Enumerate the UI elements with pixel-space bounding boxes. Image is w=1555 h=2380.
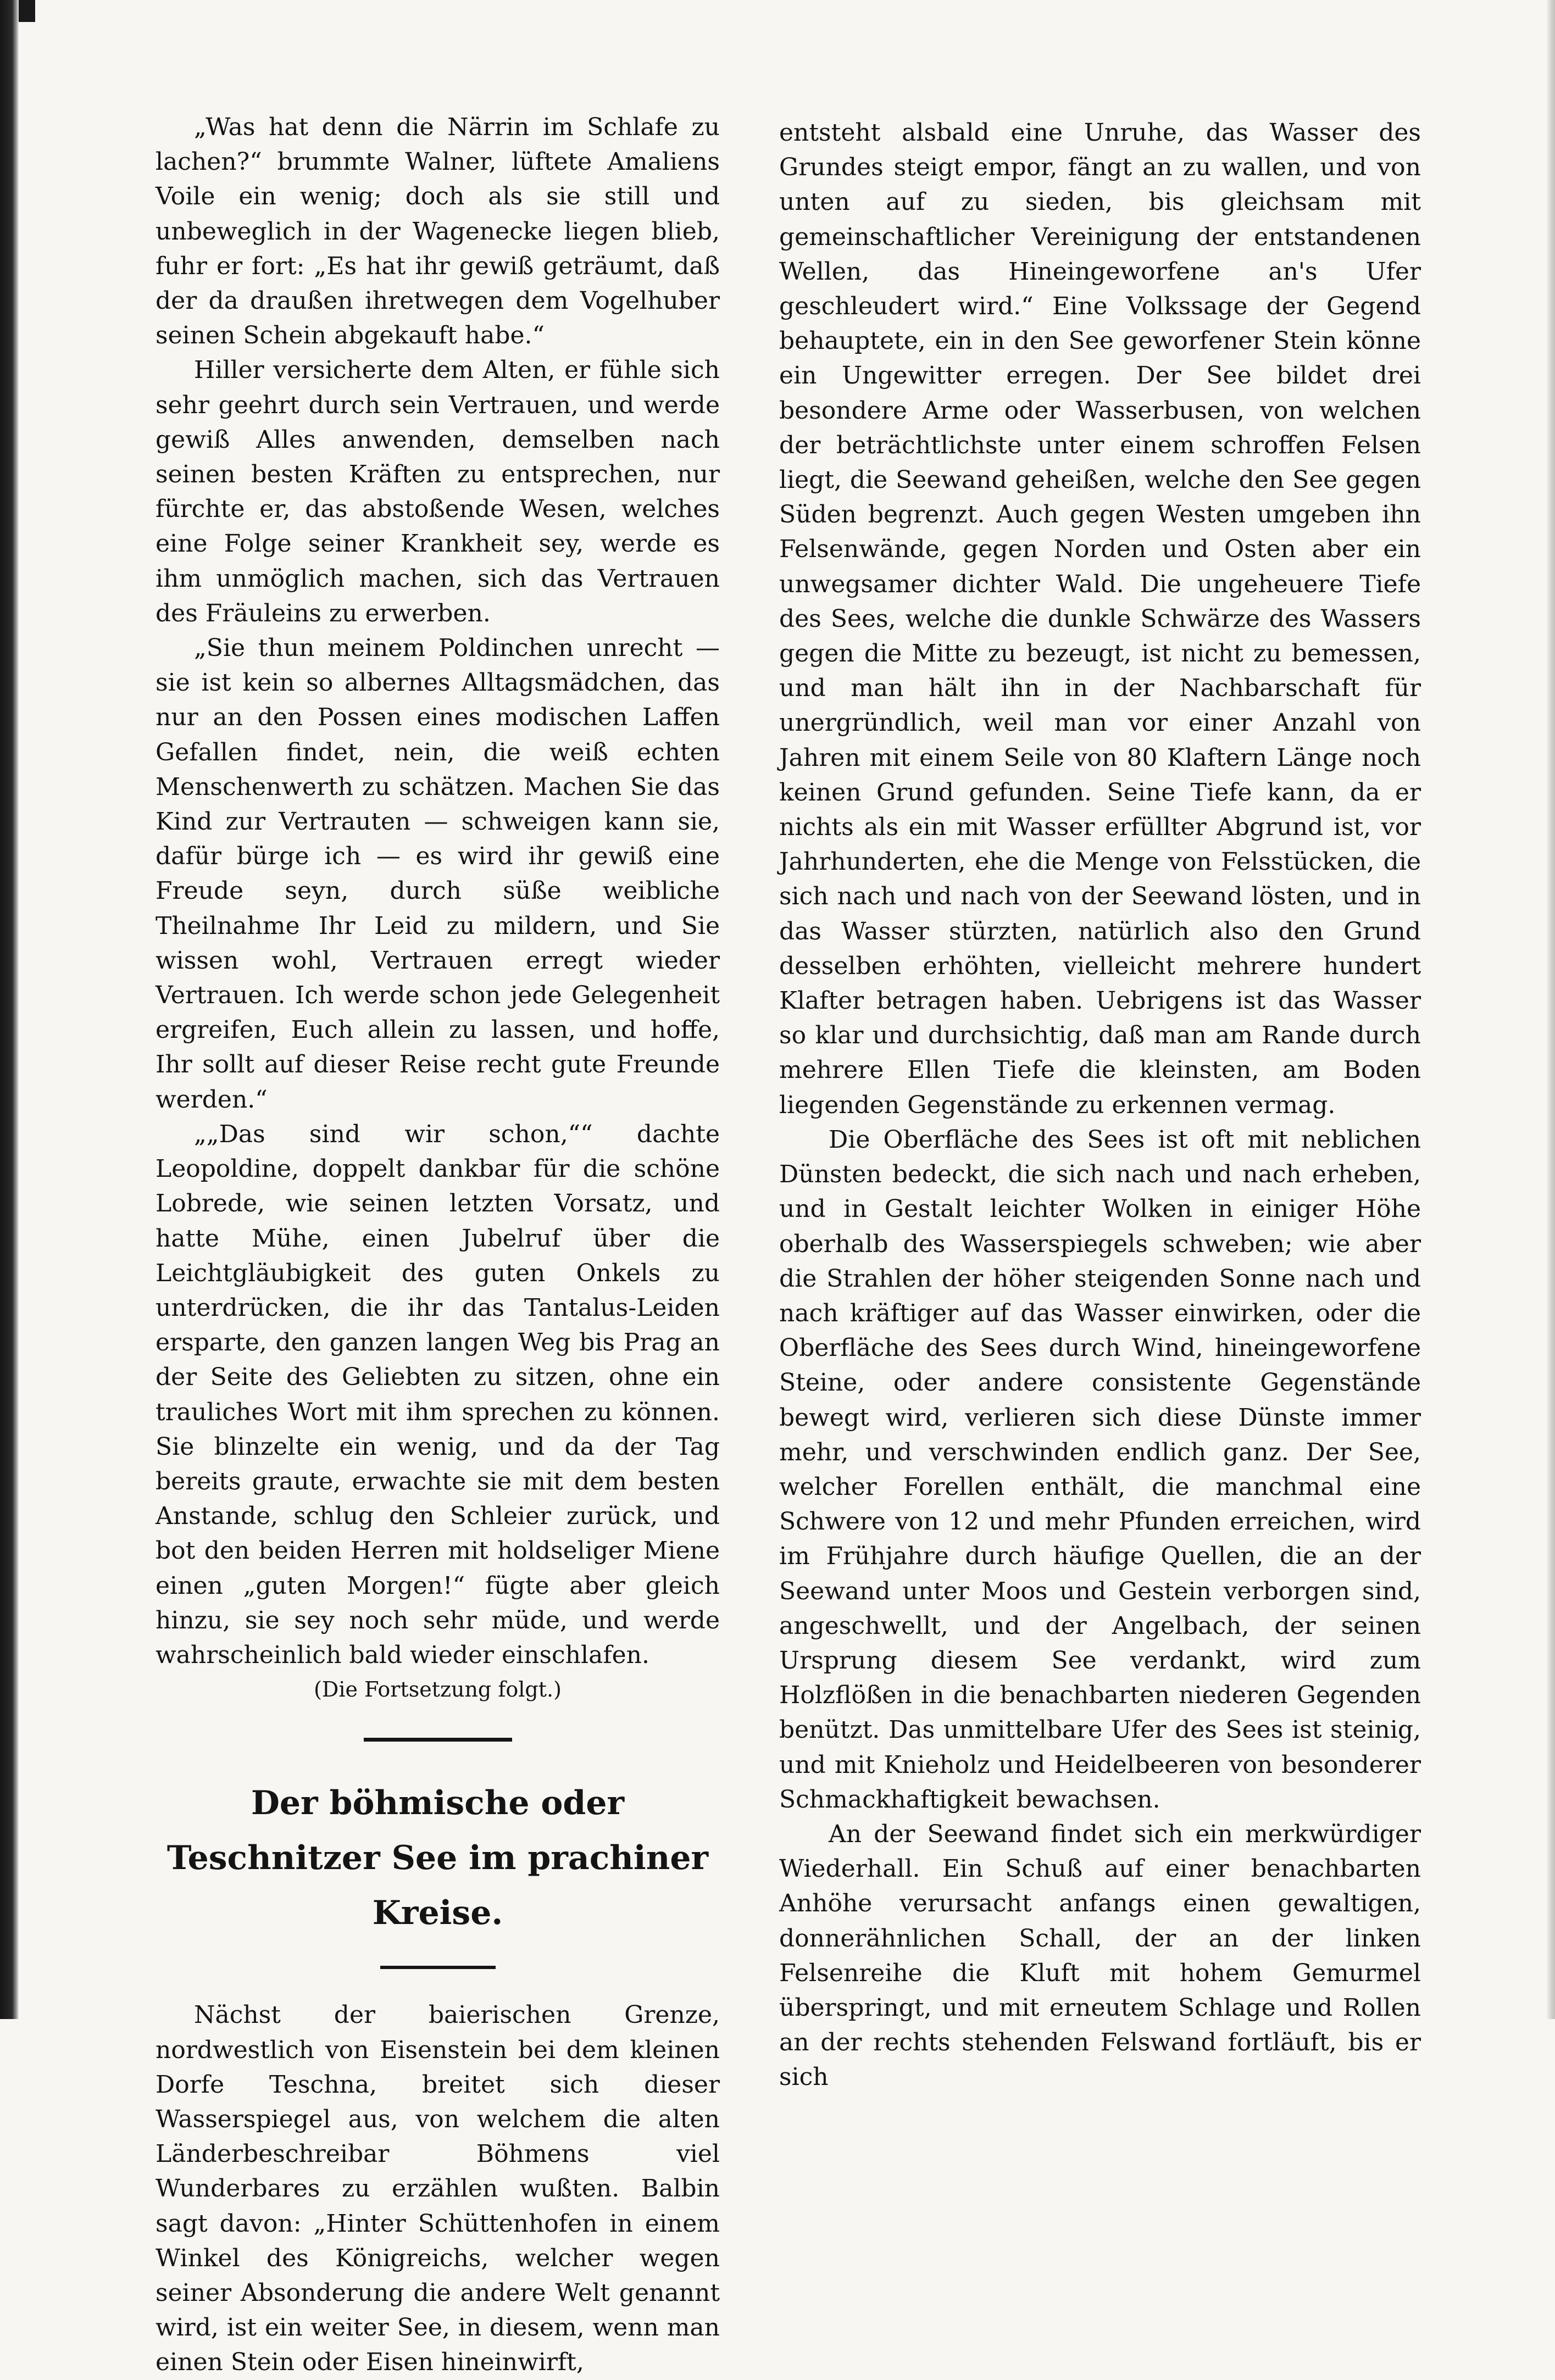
article-paragraph-2: entsteht alsbald eine Unruhe, das Wasser des Grundes steigt empor, fängt an zu wallen, und von unten auf zu sieden, bis gleichsam mit gemeinschaftlicher Vereinigung der entstandenen Wellen, das Hineingeworfene an's Ufer geschleudert wird.“ Eine Volkssage der Gegend behauptete, ein in den See geworfener Stein könne ein Ungewitter erregen. Der See bildet drei besondere Arme oder Wasserbusen, von welchen der beträchtlichste unter einem schroffen Felsen liegt, die Seewand geheißen, welche den See gegen Süden begrenzt. Auch gegen Westen umgeben ihn Felsenwände, gegen Norden und Osten aber ein unwegsamer dichter Wald. Die ungeheuere Tiefe des Sees, welche die dunkle Schwärze des Wassers gegen die Mitte zu bezeugt, ist nicht zu bemessen, und man hält ihn in der Nachbarschaft für unergründlich, weil man vor einer Anzahl von Jahren mit einem Seile von 80 Klaftern Länge noch keinen Grund gefunden. Seine Tiefe kann, da er nichts als ein mit Wasser erfüllter Abgrund ist, vor Jahrhunderten, ehe die Menge von Felsstücken, die sich nach und nach von der Seewand lösten, und in das Wasser stürzten, natürlich also den Grund desselben erhöhten, vielleicht mehrere hundert Klafter betragen haben. Uebrigens ist das Wasser so klar und durchsichtig, daß man am Rande durch mehrere Ellen Tiefe die kleinsten, am Boden liegenden Gegenstände zu erkennen vermag. (779, 119, 1421, 1119)
article-paragraph-4: An der Seewand findet sich ein merkwürdiger Wiederhall. Ein Schuß auf einer benachbarten Anhöhe verursacht anfangs einen gewaltigen, donnerähnlichen Schall, der an der linken Felsenreihe die Kluft mit hohem Gemurmel überspringt, und mit erneutem Schlage und Rollen an der rechts stehenden Felswand fortläuft, bis er sich (779, 1820, 1421, 2092)
scan-corner-mark (19, 0, 35, 22)
article-title: Der böhmische oder Teschnitzer See im prachiner Kreise. (166, 1784, 709, 1933)
left-column (156, 110, 720, 2380)
article-paragraph-3: Die Oberfläche des Sees ist oft mit neblichen Dünsten bedeckt, die sich nach und nach erheben, und in Gestalt leichter Wolken in einiger Höhe oberhalb des Wasserspiegels schweben; wie aber die Strahlen der höher steigenden Sonne nach und nach kräftiger auf das Wasser einwirken, oder die Oberfläche des Sees durch Wind, hineingeworfene Steine, oder andere consistente Gegenstände bewegt wird, verlieren sich diese Dünste immer mehr, und verschwinden endlich ganz. Der See, welcher Forellen enthält, die manchmal eine Schwere von 12 und mehr Pfunden erreichen, wird im Frühjahre durch häufige Quellen, die an der Seewand unter Moos und Gestein verborgen sind, angeschwellt, und der Angelbach, der seinen Ursprung diesem See verdankt, wird zum Holzflößen in die benachbarten niederen Gegenden benützt. Das unmittelbare Ufer des Sees ist steinig, und mit Knieholz und Heidelbeeren von besonderer Schmackhaftigkeit bewachsen. (779, 1125, 1421, 1814)
right-column (779, 115, 1421, 2095)
article-paragraph-1: Nächst der baierischen Grenze, nordwestlich von Eisenstein bei dem kleinen Dorfe Teschna, breitet sich dieser Wasserspiegel aus, von welchem die alten Länderbeschreibar Böhmens viel Wunderbares zu erzählen wußten. Balbin sagt davon: „Hinter Schüttenhofen in einem Winkel des Königreichs, welcher wegen seiner Absonderung die andere Welt genannt wird, ist ein weiter See, in diesem, wenn man einen Stein oder Eisen hineinwirft, (156, 2001, 720, 2377)
scan-binding-edge (0, 0, 19, 2019)
section-divider (364, 1738, 512, 1742)
story-paragraph-4: „„Das sind wir schon,““ dachte Leopoldine, doppelt dankbar für die schöne Lobrede, wie seinen letzten Vorsatz, und hatte Mühe, einen Jubelruf über die Leichtgläubigkeit des guten Onkels zu unterdrücken, die ihr das Tantalus-Leiden ersparte, den ganzen langen Weg bis Prag an der Seite des Geliebten zu sitzen, ohne ein trauliches Wort mit ihm sprechen zu können. Sie blinzelte ein wenig, und da der Tag bereits graute, erwachte sie mit dem besten Anstande, schlug den Schleier zurück, und bot den beiden Herren mit holdseliger Miene einen „guten Morgen!“ fügte aber gleich hinzu, sie sey noch sehr müde, und werde wahrscheinlich bald wieder einschlafen. (156, 1120, 720, 1669)
title-divider (380, 1966, 496, 1969)
story-paragraph-2: Hiller versicherte dem Alten, er fühle sich sehr geehrt durch sein Vertrauen, und werde gewiß Alles anwenden, demselben nach seinen besten Kräften zu entsprechen, nur fürchte er, das abstoßende Wesen, welches eine Folge seiner Krankheit sey, werde es ihm unmöglich machen, sich das Vertrauen des Fräuleins zu erwerben. (156, 356, 720, 627)
story-paragraph-3: „Sie thun meinem Poldinchen unrecht — sie ist kein so albernes Alltagsmädchen, das nur an den Possen eines modischen Laffen Gefallen findet, nein, die weiß echten Menschenwerth zu schätzen. Machen Sie das Kind zur Vertrauten — schweigen kann sie, dafür bürge ich — es wird ihr gewiß eine Freude seyn, durch süße weibliche Theilnahme Ihr Leid zu mildern, und Sie wissen wohl, Vertrauen erregt wieder Vertrauen. Ich werde schon jede Gelegenheit ergreifen, Euch allein zu lassen, und hoffe, Ihr sollt auf dieser Reise recht gute Freunde werden.“ (156, 634, 720, 1114)
story-paragraph-1: „Was hat denn die Närrin im Schlafe zu lachen?“ brummte Walner, lüftete Amaliens Voile ein wenig; doch als sie still und unbeweglich in der Wagenecke liegen blieb, fuhr er fort: „Es hat ihr gewiß geträumt, daß der da draußen ihretwegen dem Vogelhuber seinen Schein abgekauft habe.“ (156, 113, 720, 350)
continuation-note: (Die Fortsetzung folgt.) (314, 1677, 562, 1702)
scan-page-edge (1546, 0, 1555, 2019)
